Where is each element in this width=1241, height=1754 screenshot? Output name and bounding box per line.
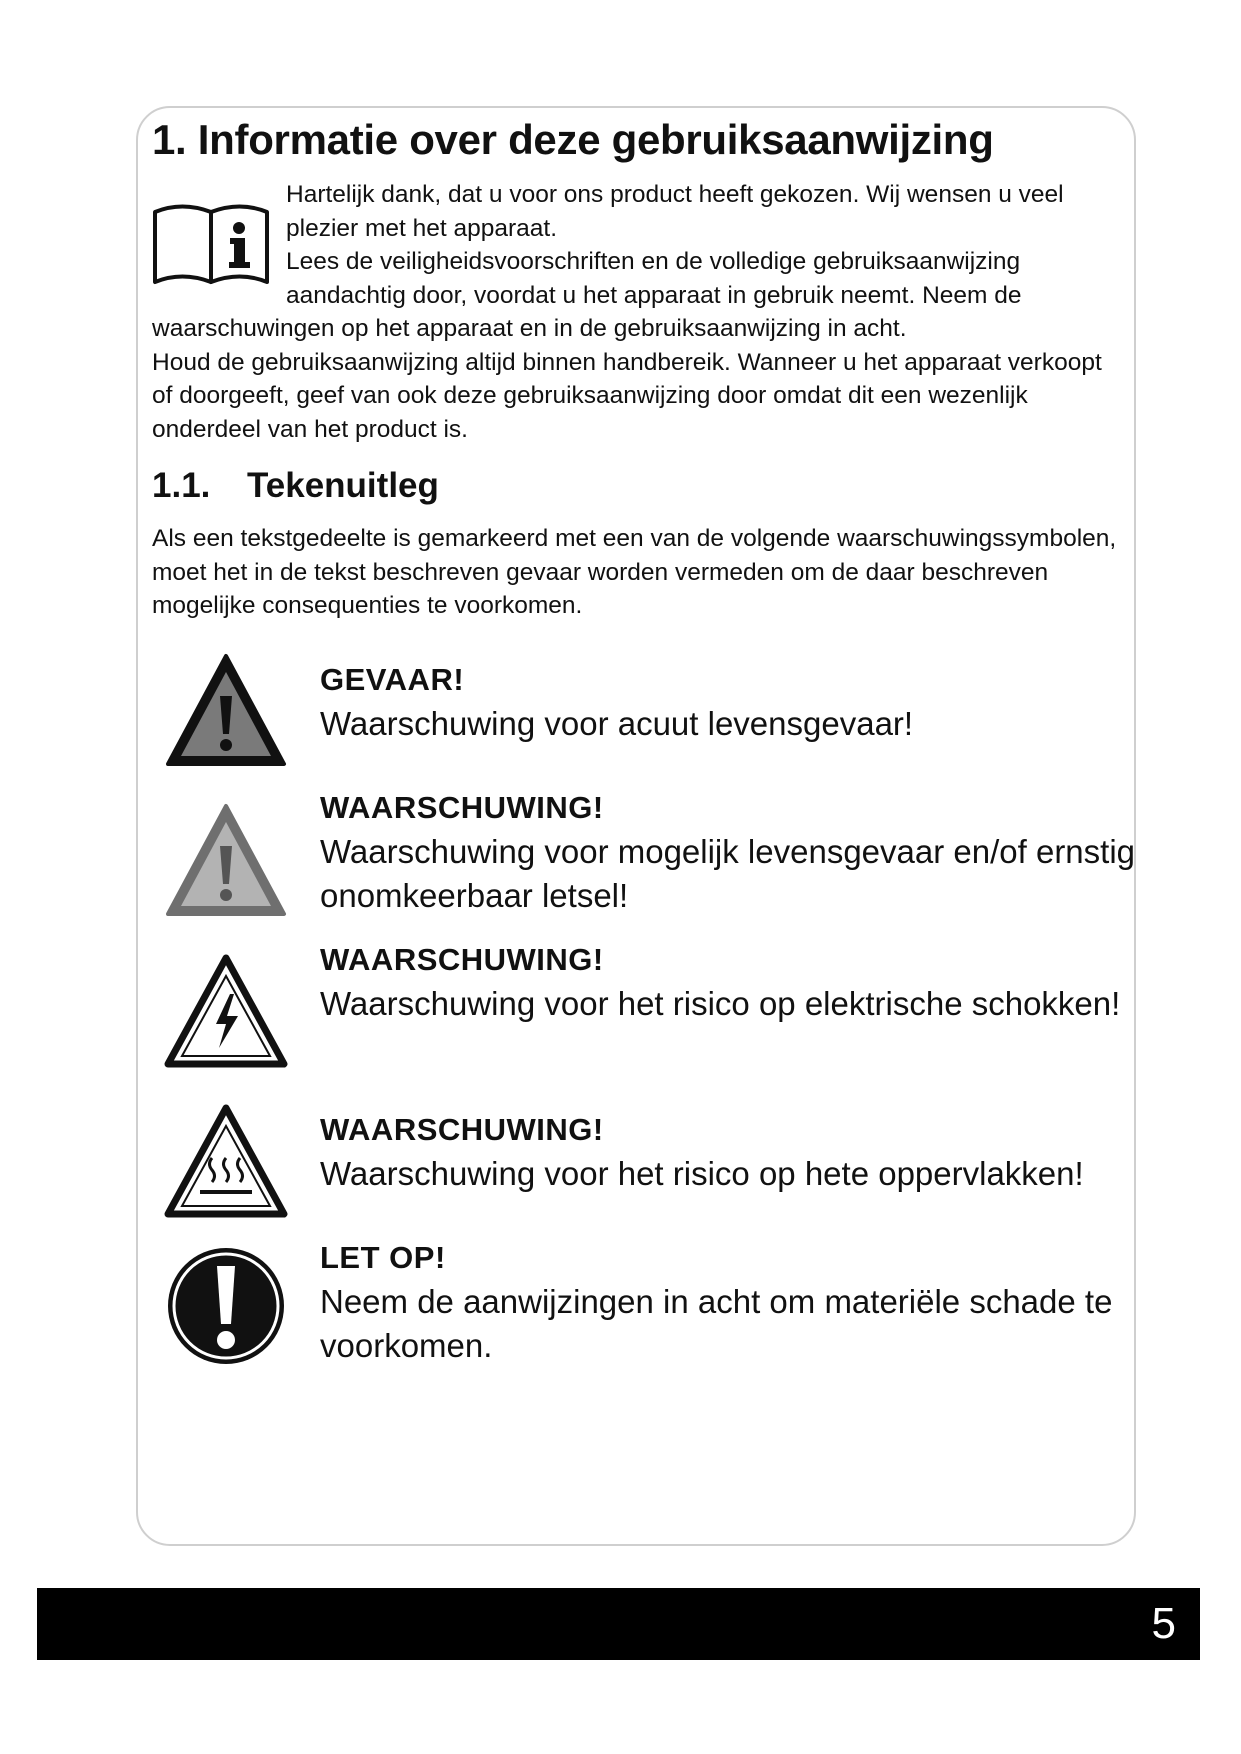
subsection-number: 1.1. — [152, 466, 211, 505]
legend-title: WAARSCHUWING! — [320, 790, 604, 825]
hot-surface-icon — [164, 1100, 288, 1224]
intro-text — [152, 178, 1120, 446]
legend-description: Waarschuwing voor het risico op elektrische schokken! — [320, 985, 1121, 1022]
subsection-title — [152, 466, 439, 506]
legend-description: Waarschuwing voor mogelijk levensgevaar en/of ernstig onomkeerbaar letsel! — [320, 833, 1136, 914]
danger-triangle-icon — [164, 650, 288, 774]
intro-paragraph: Lees de veiligheidsvoorschriften en de volledige gebruiksaanwijzing aandachtig door, voordat u het apparaat in gebruik neemt. Neem de waarschuwingen op het apparaat en in de gebruiksaanwijzing in acht. — [152, 248, 1022, 342]
footer-bar — [37, 1588, 1200, 1660]
legend-entry — [320, 1108, 1140, 1196]
legend-entry — [320, 786, 1140, 918]
legend-title: LET OP! — [320, 1240, 446, 1275]
page-number: 5 — [1151, 1599, 1176, 1648]
legend-description: Waarschuwing voor acuut levensgevaar! — [320, 705, 914, 742]
section-title: 1. Informatie over deze gebruiksaanwijzing — [152, 116, 994, 163]
intro-paragraph: Houd de gebruiksaanwijzing altijd binnen handbereik. Wanneer u het apparaat verkoopt of doorgeeft, geef van ook deze gebruiksaanwijzing door omdat dit een wezenlijk onderdeel van het product is. — [152, 348, 1102, 443]
legend-description: Neem de aanwijzingen in acht om materiële schade te voorkomen. — [320, 1283, 1113, 1364]
legend-intro-text: Als een tekstgedeelte is gemarkeerd met een van de volgende waarschuwingssymbolen, moet het in de tekst beschreven gevaar worden vermeden om de daar beschreven mogelijke consequenties te voorkomen. — [152, 525, 1117, 619]
legend-entry — [320, 938, 1140, 1026]
subsection-title-text: Tekenuitleg — [247, 466, 439, 505]
legend-description: Waarschuwing voor het risico op hete oppervlakken! — [320, 1155, 1084, 1192]
legend-title: WAARSCHUWING! — [320, 1112, 604, 1147]
legend-title: GEVAAR! — [320, 662, 465, 697]
electric-shock-icon — [164, 950, 288, 1074]
intro-paragraph: Hartelijk dank, dat u voor ons product heeft gekozen. Wij wensen u veel plezier met het apparaat. — [286, 181, 1064, 242]
legend-title: WAARSCHUWING! — [320, 942, 604, 977]
attention-exclamation-icon — [164, 1244, 288, 1368]
legend-entry — [320, 658, 1140, 746]
legend-entry — [320, 1236, 1140, 1368]
warning-triangle-icon — [164, 800, 288, 924]
